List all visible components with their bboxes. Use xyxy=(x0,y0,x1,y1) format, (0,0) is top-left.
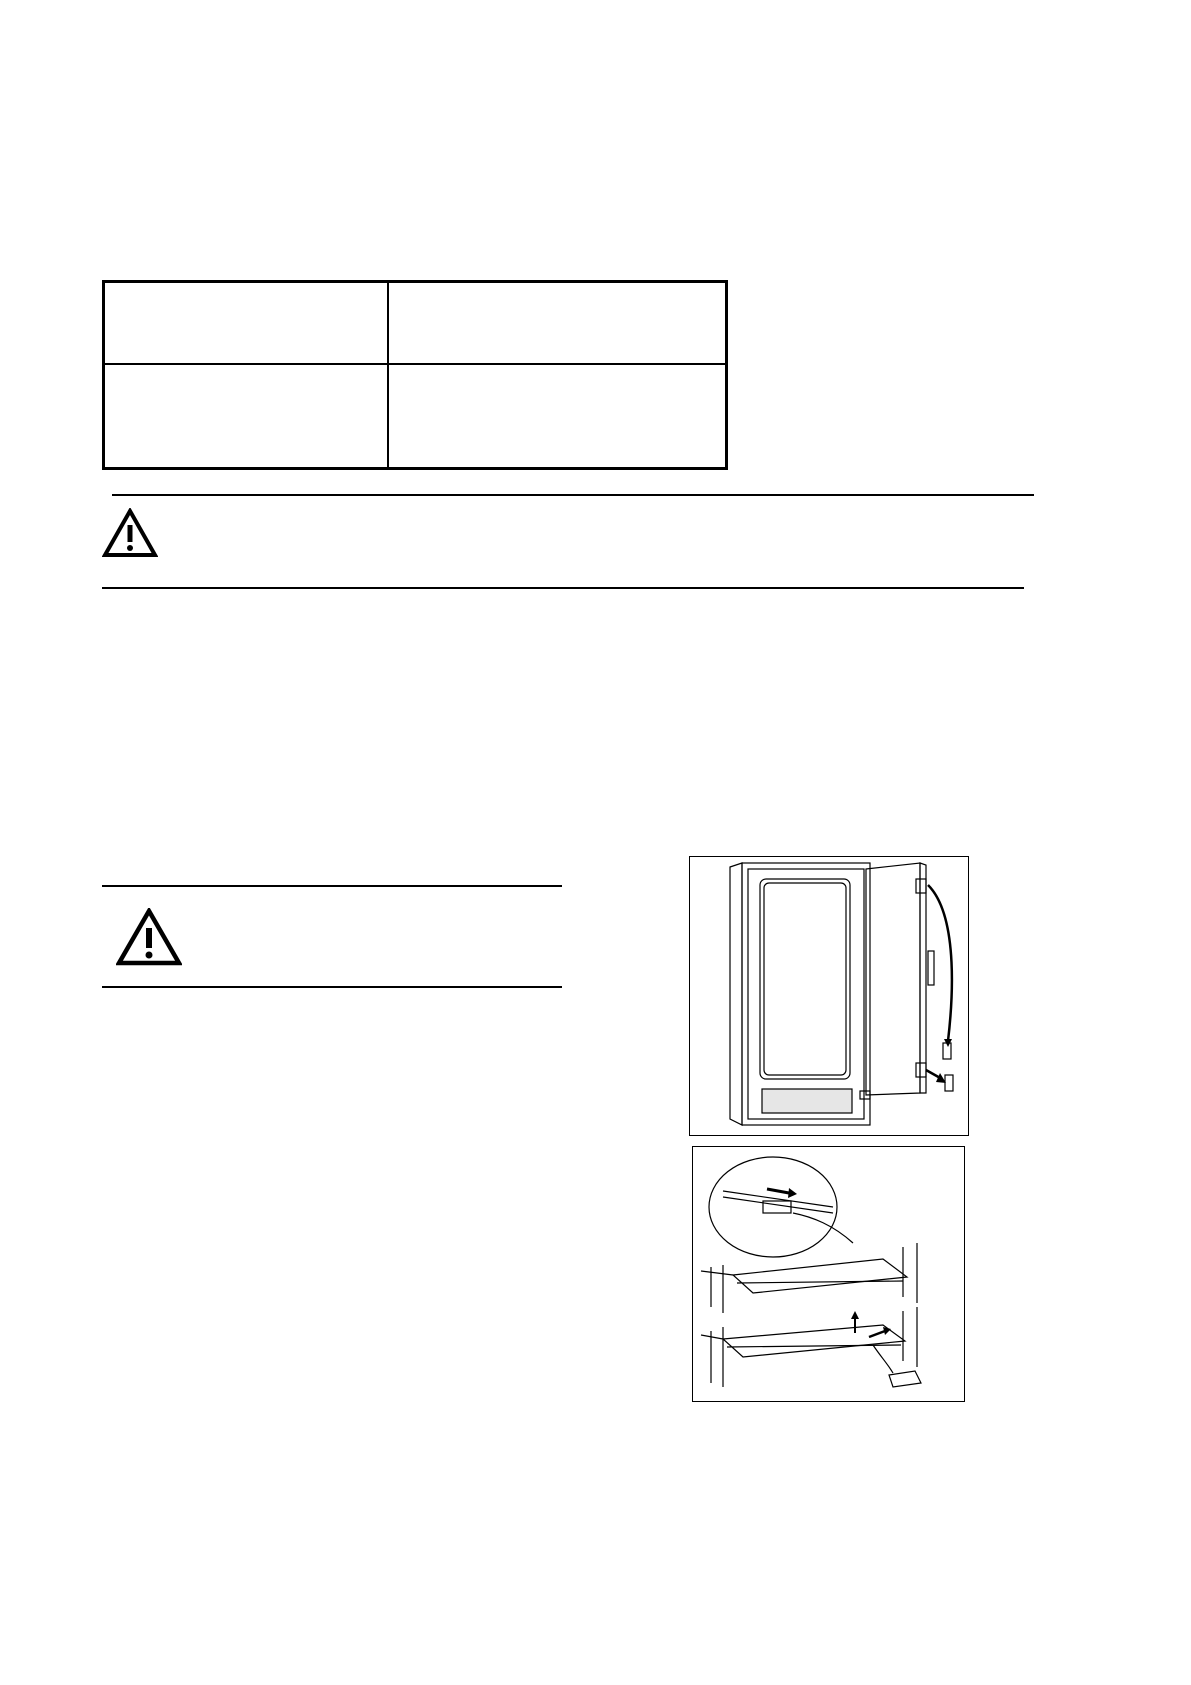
warning-top-rule xyxy=(112,494,1034,496)
figure-door-hinge xyxy=(689,856,969,1136)
warning-triangle-icon xyxy=(102,508,158,558)
table-row-divider xyxy=(105,363,725,365)
freezer-drawer-runner-removal-illustration xyxy=(693,1147,963,1400)
freezer-door-hinge-removal-illustration xyxy=(690,857,967,1134)
table-column-divider xyxy=(387,283,389,467)
info-table xyxy=(102,280,728,470)
warning-bottom-rule xyxy=(102,587,1024,589)
warning-triangle-icon xyxy=(116,908,182,966)
warning-top-rule xyxy=(102,885,562,887)
warning-bottom-rule xyxy=(102,986,562,988)
figure-drawer-runners xyxy=(692,1146,965,1402)
